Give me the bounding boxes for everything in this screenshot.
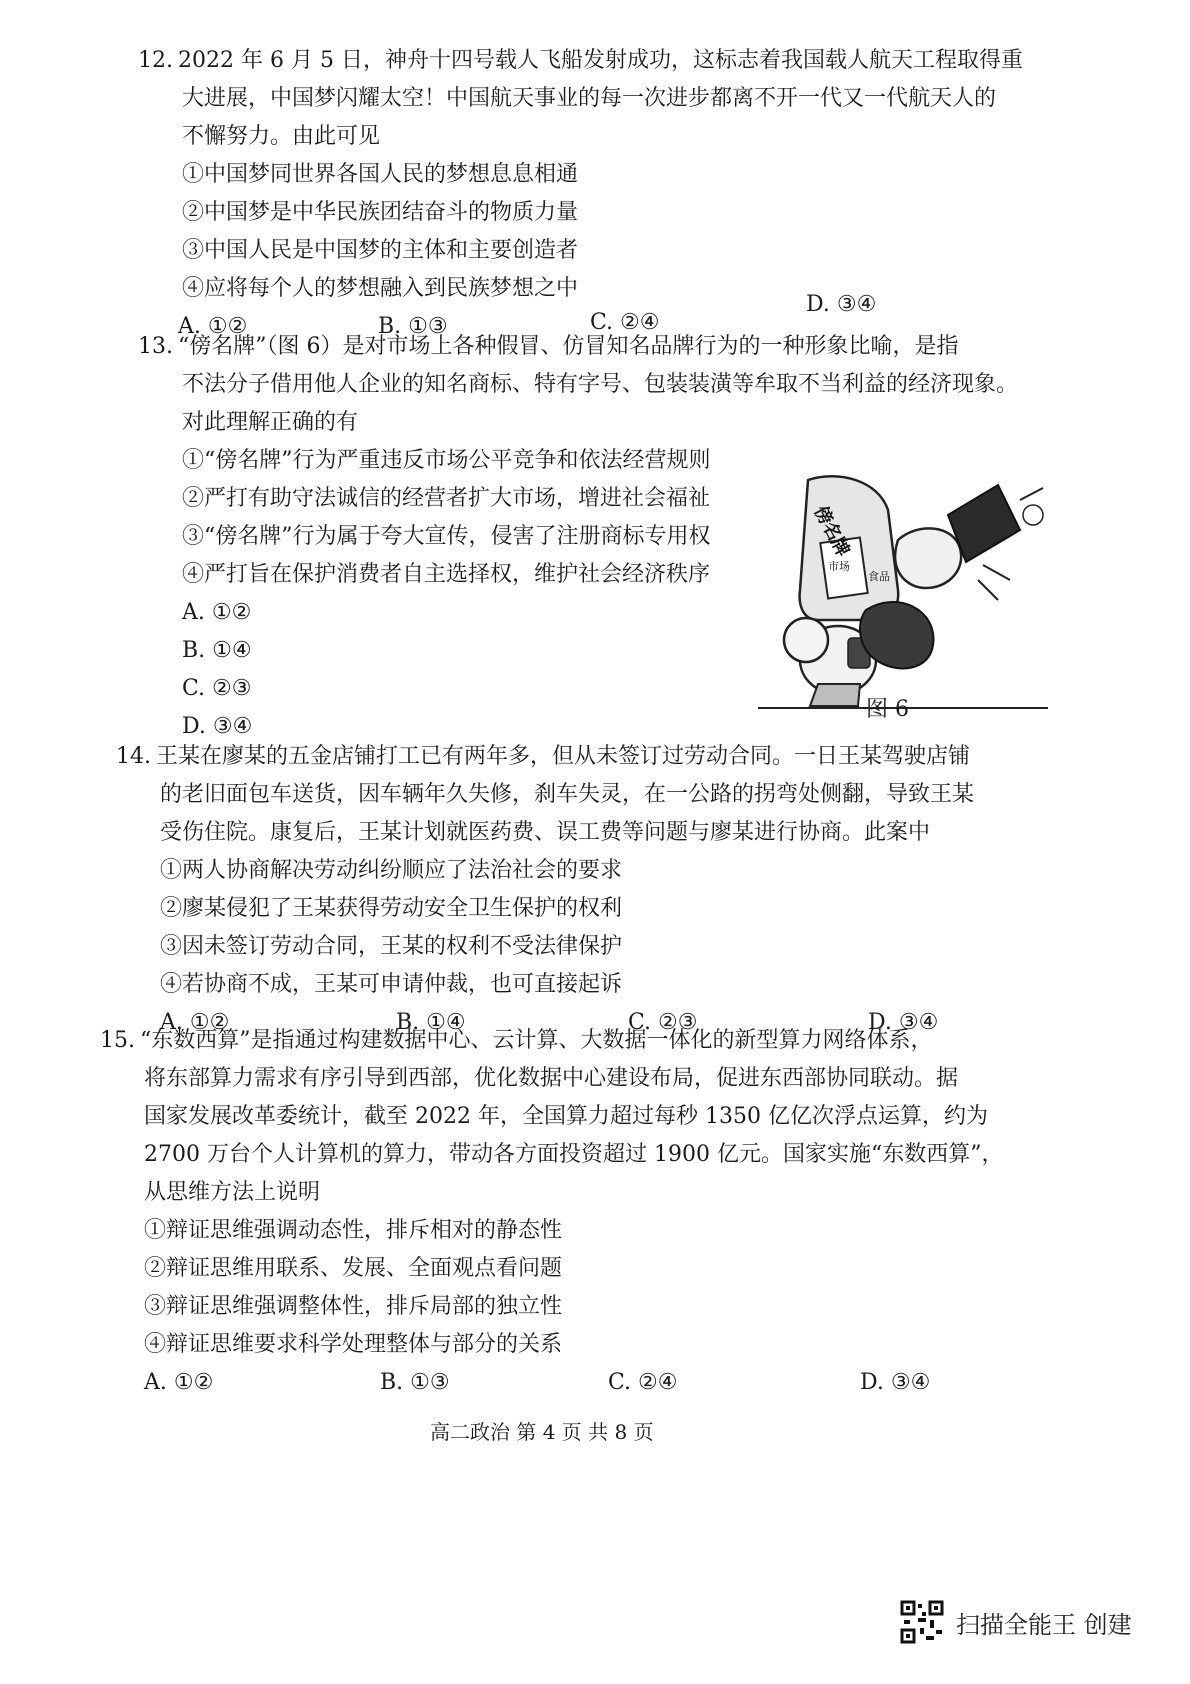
question-number: 12. bbox=[138, 48, 173, 73]
statement-item: ①“傍名牌”行为严重违反市场公平竞争和依法经营规则 bbox=[182, 448, 711, 473]
statement-item: ②严打有助守法诚信的经营者扩大市场，增进社会福祉 bbox=[182, 486, 711, 511]
statement-item: ④辩证思维要求科学处理整体与部分的关系 bbox=[144, 1332, 563, 1357]
figure-caption: 图 6 bbox=[866, 697, 909, 722]
question-12 bbox=[138, 42, 1098, 346]
option-a: A. ①② bbox=[178, 314, 248, 339]
question-number: 14. bbox=[116, 744, 151, 769]
statement-item: ③中国人民是中国梦的主体和主要创造者 bbox=[182, 238, 579, 263]
question-stem-line: 不懈努力。由此可见 bbox=[182, 124, 381, 149]
question-stem-line: 大进展，中国梦闪耀太空！中国航天事业的每一次进步都离不开一代又一代航天人的 bbox=[182, 86, 997, 111]
question-stem-line: 的老旧面包车送货，因车辆年久失修，刹车失灵，在一公路的拐弯处侧翻，导致王某 bbox=[160, 782, 975, 807]
question-stem-line: 从思维方法上说明 bbox=[144, 1180, 321, 1205]
statement-item: ③“傍名牌”行为属于夸大宣传，侵害了注册商标专用权 bbox=[182, 524, 711, 549]
option-d: D. ③④ bbox=[182, 714, 253, 739]
statement-item: ④若协商不成，王某可申请仲裁，也可直接起诉 bbox=[160, 972, 623, 997]
statement-item: ②廖某侵犯了王某获得劳动安全卫生保护的权利 bbox=[160, 896, 623, 921]
option-b: B. ①④ bbox=[182, 638, 252, 663]
box-label: 市场 bbox=[828, 560, 850, 573]
option-c: C. ②④ bbox=[608, 1370, 678, 1395]
question-number: 13. bbox=[138, 334, 173, 359]
figure-6 bbox=[748, 470, 1058, 770]
option-a: A. ①② bbox=[160, 1010, 230, 1035]
statement-item: ①两人协商解决劳动纠纷顺应了法治社会的要求 bbox=[160, 858, 623, 883]
statement-item: ④应将每个人的梦想融入到民族梦想之中 bbox=[182, 276, 579, 301]
question-stem-line: 受伤住院。康复后，王某计划就医药费、误工费等问题与廖某进行协商。此案中 bbox=[160, 820, 931, 845]
option-d: D. ③④ bbox=[860, 1370, 931, 1395]
option-a: A. ①② bbox=[182, 600, 252, 625]
question-stem-line: 对此理解正确的有 bbox=[182, 410, 359, 435]
question-stem-line: 2700 万台个人计算机的算力，带动各方面投资超过 1900 亿元。国家实施“东数西算”， bbox=[144, 1142, 1004, 1167]
option-c: C. ②③ bbox=[628, 1010, 698, 1035]
page-footer: 高二政治 第 4 页 共 8 页 bbox=[430, 1420, 654, 1444]
option-b: B. ①③ bbox=[380, 1370, 450, 1395]
option-a: A. ①② bbox=[144, 1370, 214, 1395]
statement-item: ①辩证思维强调动态性，排斥相对的静态性 bbox=[144, 1218, 563, 1243]
question-stem-line: 国家发展改革委统计，截至 2022 年，全国算力超过每秒 1350 亿亿次浮点运算，约为 bbox=[144, 1104, 988, 1129]
answer-options bbox=[100, 1364, 1100, 1402]
option-c: C. ②④ bbox=[590, 310, 660, 335]
option-b: B. ①③ bbox=[378, 314, 448, 339]
statement-item: ③因未签订劳动合同，王某的权利不受法律保护 bbox=[160, 934, 623, 959]
question-14 bbox=[116, 738, 1096, 1042]
question-stem-line: 12. 2022 年 6 月 5 日，神舟十四号载人飞船发射成功，这标志着我国载人航天工程取得重 bbox=[138, 42, 1098, 80]
option-d: D. ③④ bbox=[868, 1010, 939, 1035]
question-stem-line: 不法分子借用他人企业的知名商标、特有字号、包装装潢等牟取不当利益的经济现象。 bbox=[182, 372, 1019, 397]
question-stem-line: 13. “傍名牌”（图 6）是对市场上各种假冒、仿冒知名品牌行为的一种形象比喻，是指 bbox=[138, 328, 1098, 366]
statement-item: ②辩证思维用联系、发展、全面观点看问题 bbox=[144, 1256, 563, 1281]
question-stem-line: 将东部算力需求有序引导到西部，优化数据中心建设布局，促进东西部协同联动。据 bbox=[144, 1066, 959, 1091]
statement-item: ②中国梦是中华民族团结奋斗的物质力量 bbox=[182, 200, 579, 225]
statement-item: ③辩证思维强调整体性，排斥局部的独立性 bbox=[144, 1294, 563, 1319]
statement-item: ④严打旨在保护消费者自主选择权，维护社会经济秩序 bbox=[182, 562, 711, 587]
qr-code-icon bbox=[900, 1600, 944, 1644]
question-number: 15. bbox=[100, 1028, 135, 1053]
leg-label: 傍名牌 bbox=[809, 502, 854, 561]
question-stem-line: 14. 王某在廖某的五金店铺打工已有两年多，但从未签订过劳动合同。一日王某驾驶店铺 bbox=[116, 738, 1096, 776]
statement-item: ①中国梦同世界各国人民的梦想息息相通 bbox=[182, 162, 579, 187]
cartoon-illustration bbox=[748, 470, 1058, 720]
option-c: C. ②③ bbox=[182, 676, 252, 701]
question-15 bbox=[100, 1022, 1100, 1402]
option-d: D. ③④ bbox=[806, 292, 877, 317]
option-b: B. ①④ bbox=[396, 1010, 466, 1035]
box-label-2: 食品 bbox=[868, 570, 890, 583]
question-stem-line: 15. “东数西算”是指通过构建数据中心、云计算、大数据一体化的新型算力网络体系， bbox=[100, 1022, 1100, 1060]
scanner-brand-text: 扫描全能王 创建 bbox=[956, 1610, 1132, 1639]
scanner-watermark bbox=[900, 1600, 1132, 1644]
